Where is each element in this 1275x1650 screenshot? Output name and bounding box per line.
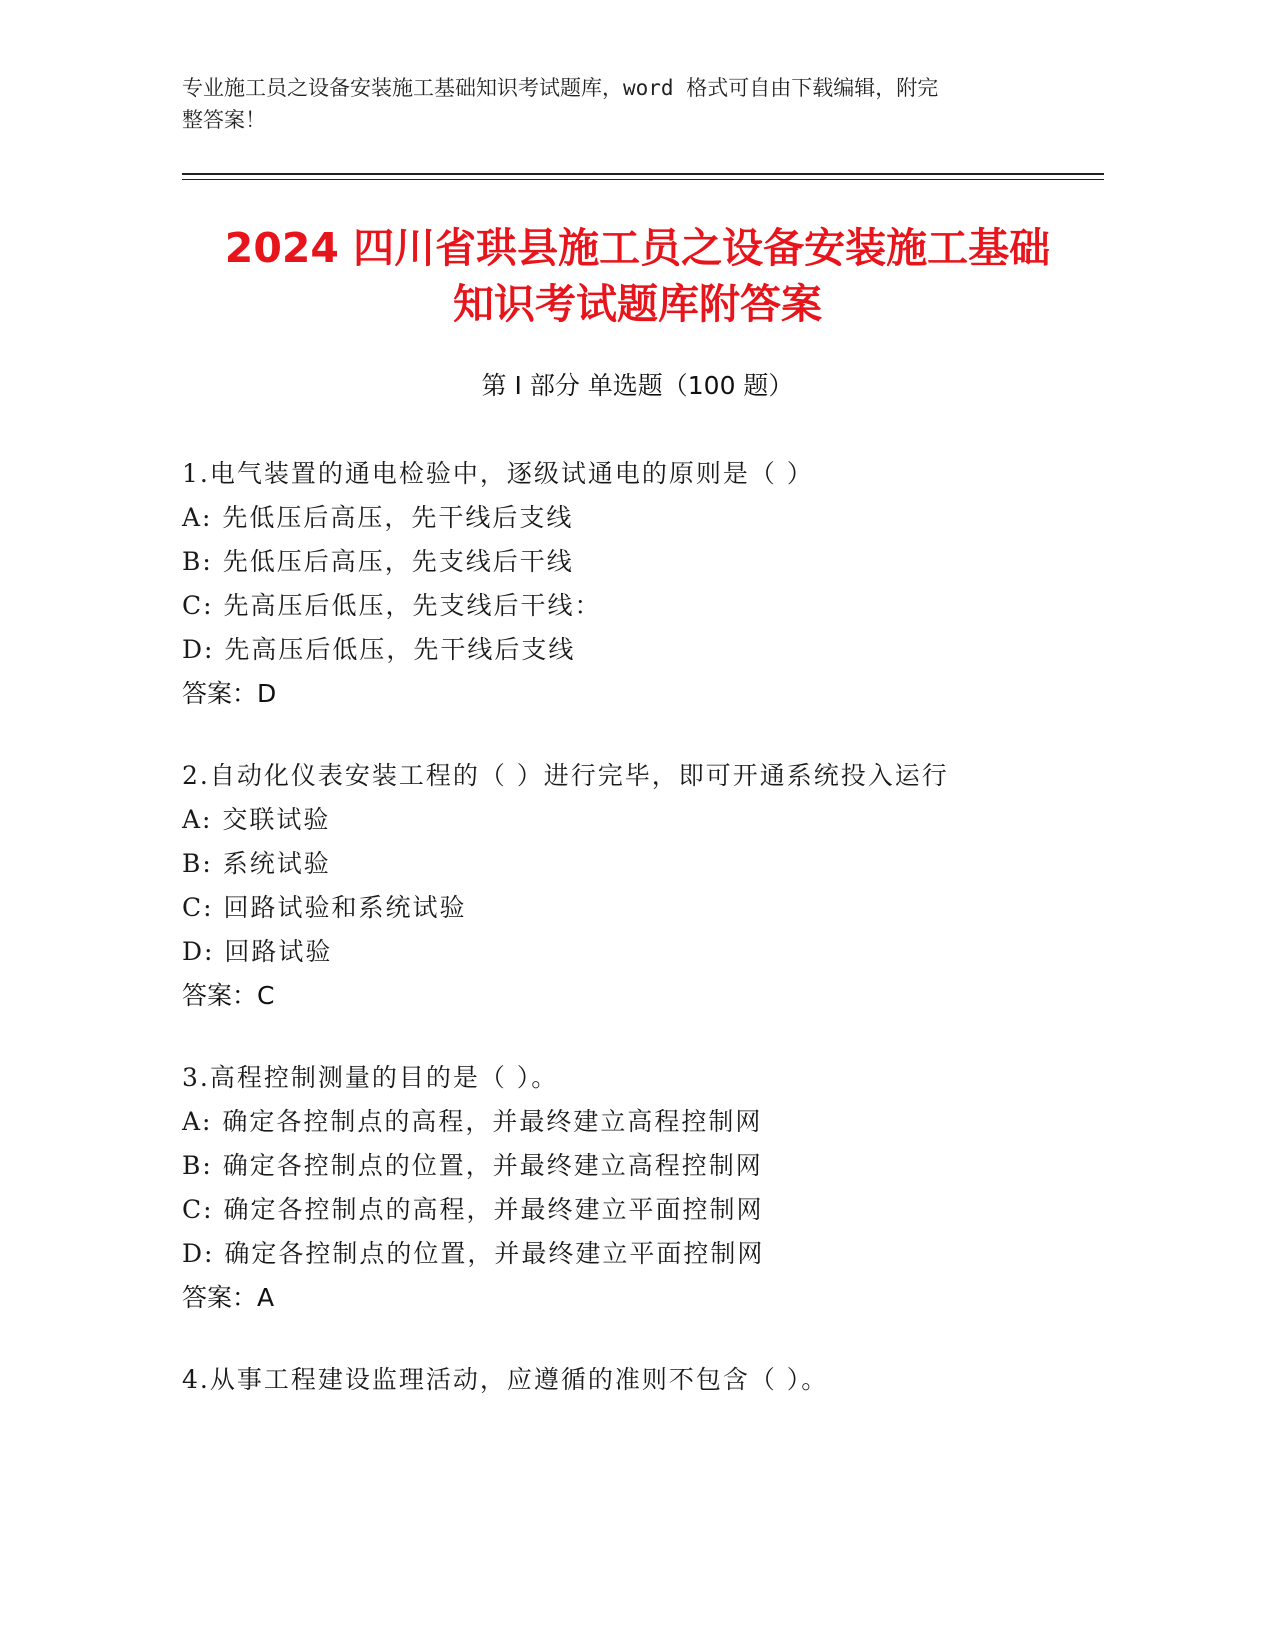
- header-divider-thin: [182, 179, 1104, 180]
- header-divider-thick: [182, 173, 1104, 175]
- document-title: [150, 220, 1125, 332]
- option-c: C: 回路试验和系统试验: [182, 893, 467, 922]
- question-3: [182, 1056, 1122, 1320]
- option-d: D: 确定各控制点的位置，并最终建立平面控制网: [182, 1239, 765, 1268]
- question-list: [182, 452, 1122, 1440]
- question-4: [182, 1358, 1122, 1402]
- option-c: C: 确定各控制点的高程，并最终建立平面控制网: [182, 1195, 764, 1224]
- option-a: A: 先低压后高压，先干线后支线: [182, 503, 574, 532]
- question-stem: 4.从事工程建设监理活动，应遵循的准则不包含（ ）。: [182, 1365, 829, 1394]
- option-b: B: 先低压后高压，先支线后干线: [182, 547, 574, 576]
- answer: 答案：A: [182, 1283, 275, 1312]
- option-b: B: 系统试验: [182, 849, 331, 878]
- option-b: B: 确定各控制点的位置，并最终建立高程控制网: [182, 1151, 763, 1180]
- question-stem: 2.自动化仪表安装工程的（ ）进行完毕，即可开通系统投入运行: [182, 761, 949, 790]
- question-2: [182, 754, 1122, 1018]
- intro-line-2: 整答案！: [182, 108, 266, 132]
- option-a: A: 确定各控制点的高程，并最终建立高程控制网: [182, 1107, 763, 1136]
- option-a: A: 交联试验: [182, 805, 331, 834]
- question-1: [182, 452, 1122, 716]
- intro-line-1: 专业施工员之设备安装施工基础知识考试题库，word 格式可自由下载编辑，附完: [182, 76, 939, 100]
- title-line-2: 知识考试题库附答案: [453, 280, 822, 328]
- section-heading: 第 I 部分 单选题（100 题）: [481, 371, 794, 400]
- option-d: D: 回路试验: [182, 937, 333, 966]
- answer: 答案：C: [182, 981, 275, 1010]
- title-line-1: 2024 四川省珙县施工员之设备安装施工基础: [224, 224, 1051, 272]
- answer: 答案：D: [182, 679, 277, 708]
- option-d: D: 先高压后低压，先干线后支线: [182, 635, 576, 664]
- intro-text: [182, 72, 1062, 136]
- question-stem: 1.电气装置的通电检验中，逐级试通电的原则是（ ）: [182, 459, 814, 488]
- option-c: C: 先高压后低压，先支线后干线：: [182, 591, 602, 620]
- question-stem: 3.高程控制测量的目的是（ ）。: [182, 1063, 559, 1092]
